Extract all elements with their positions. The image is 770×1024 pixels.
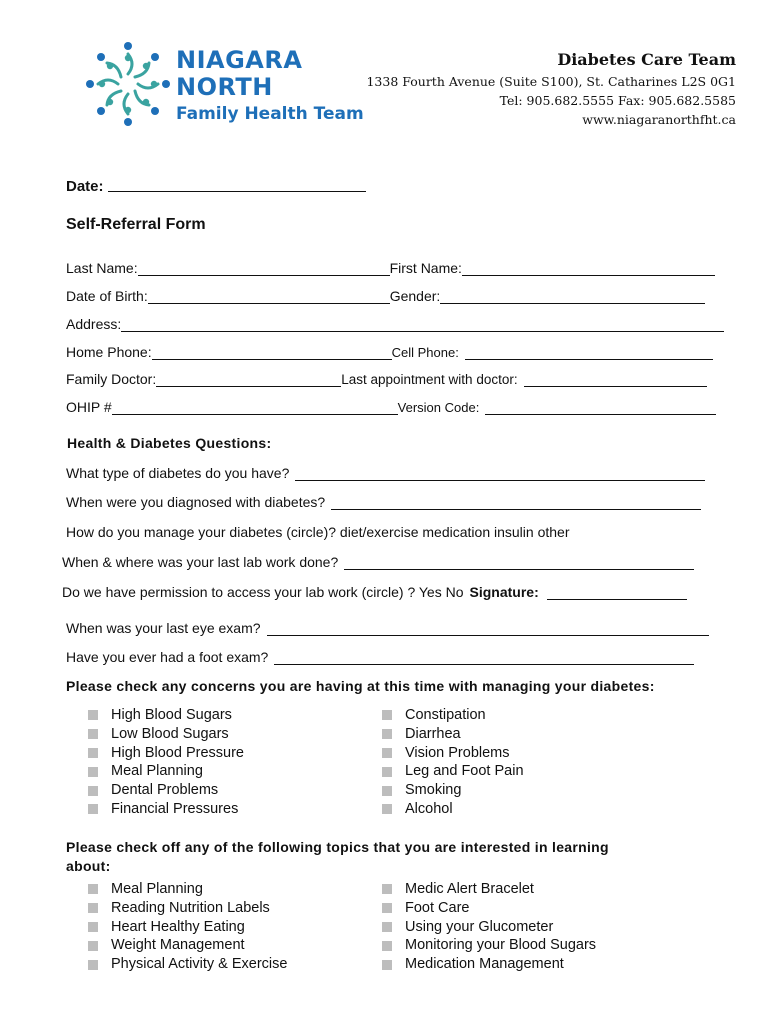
concern-item[interactable] xyxy=(382,800,524,819)
topic-item[interactable] xyxy=(88,899,287,918)
signature-input-line[interactable] xyxy=(547,585,687,600)
q1-label: What type of diabetes do you have? xyxy=(66,465,290,481)
row-q3 xyxy=(66,524,569,540)
gender-label: Gender: xyxy=(389,288,441,304)
website-line: www.niagaranorthfht.ca xyxy=(582,112,736,127)
topic-label: Medication Management xyxy=(405,956,564,973)
checkbox[interactable] xyxy=(88,767,98,777)
home-phone-label: Home Phone: xyxy=(66,344,152,360)
checkbox[interactable] xyxy=(382,884,392,894)
concern-label: Low Blood Sugars xyxy=(111,725,229,742)
topic-item[interactable] xyxy=(382,918,596,937)
dob-label: Date of Birth: xyxy=(66,288,148,304)
q2-input-line[interactable] xyxy=(331,495,701,510)
topic-label: Physical Activity & Exercise xyxy=(111,956,288,973)
concern-item[interactable] xyxy=(88,706,244,725)
logo-text xyxy=(176,48,364,123)
dob-input-line[interactable] xyxy=(148,289,390,304)
concern-item[interactable] xyxy=(88,781,244,800)
ohip-input-line[interactable] xyxy=(112,400,398,415)
checkbox[interactable] xyxy=(382,729,392,739)
concern-item[interactable] xyxy=(88,800,244,819)
concern-label: Vision Problems xyxy=(405,744,510,761)
checkbox[interactable] xyxy=(88,884,98,894)
checkbox[interactable] xyxy=(88,786,98,796)
team-name: Diabetes Care Team xyxy=(557,50,736,69)
concern-item[interactable] xyxy=(382,762,524,781)
checkbox[interactable] xyxy=(382,710,392,720)
row-q6 xyxy=(66,620,709,636)
topic-item[interactable] xyxy=(382,936,596,955)
row-q4 xyxy=(62,554,694,570)
last-name-input-line[interactable] xyxy=(138,261,390,276)
topic-item[interactable] xyxy=(382,880,596,899)
q3-label: How do you manage your diabetes (circle)? diet/exercise medication insulin other xyxy=(66,524,570,540)
row-names xyxy=(66,260,715,276)
topic-label: Reading Nutrition Labels xyxy=(111,899,270,916)
first-name-input-line[interactable] xyxy=(462,261,715,276)
topic-item[interactable] xyxy=(382,899,596,918)
last-name-label: Last Name: xyxy=(66,260,138,276)
topic-label: Medic Alert Bracelet xyxy=(405,881,534,897)
topic-item[interactable] xyxy=(382,955,596,974)
row-dob-gender xyxy=(66,288,705,304)
topic-label: Foot Care xyxy=(405,899,470,916)
topics-left-list xyxy=(88,880,287,974)
topic-label: Using your Glucometer xyxy=(405,918,554,935)
concern-label: High Blood Sugars xyxy=(111,707,232,723)
last-appointment-label: Last appointment with doctor: xyxy=(341,372,518,387)
checkbox[interactable] xyxy=(88,941,98,951)
concern-label: Smoking xyxy=(405,782,462,799)
form-title: Self-Referral Form xyxy=(66,216,206,233)
row-q5 xyxy=(62,584,687,600)
row-address xyxy=(66,316,724,332)
checkbox[interactable] xyxy=(382,903,392,913)
family-doctor-label: Family Doctor: xyxy=(66,371,157,387)
concern-label: Financial Pressures xyxy=(111,800,239,817)
last-appointment-input-line[interactable] xyxy=(524,372,707,387)
logo-line-2: NORTH xyxy=(176,73,273,101)
q4-input-line[interactable] xyxy=(344,555,694,570)
checkbox[interactable] xyxy=(88,903,98,913)
concerns-left-list xyxy=(88,706,244,819)
concern-label: Dental Problems xyxy=(111,782,219,799)
concern-label: Alcohol xyxy=(405,800,453,817)
q7-label: Have you ever had a foot exam? xyxy=(66,649,269,665)
q4-label: When & where was your last lab work done? xyxy=(62,554,339,570)
concern-label: Leg and Foot Pain xyxy=(405,763,524,780)
q5-label: Do we have permission to access your lab work (circle) ? Yes No xyxy=(62,584,464,600)
first-name-label: First Name: xyxy=(389,260,462,276)
q7-input-line[interactable] xyxy=(274,650,694,665)
concern-label: Meal Planning xyxy=(111,763,203,780)
ohip-label: OHIP # xyxy=(66,399,112,415)
q1-input-line[interactable] xyxy=(295,466,705,481)
cell-phone-input-line[interactable] xyxy=(465,345,713,360)
letterhead xyxy=(366,50,736,129)
topic-item[interactable] xyxy=(88,936,287,955)
date-label: Date: xyxy=(66,178,104,195)
checkbox[interactable] xyxy=(382,804,392,814)
health-heading: Health & Diabetes Questions: xyxy=(67,435,272,451)
checkbox[interactable] xyxy=(88,960,98,970)
q2-label: When were you diagnosed with diabetes? xyxy=(66,494,326,510)
checkbox[interactable] xyxy=(88,804,98,814)
logo-line-3: Family Health Team xyxy=(176,104,364,124)
home-phone-input-line[interactable] xyxy=(152,345,392,360)
version-code-label: Version Code: xyxy=(397,400,480,415)
topics-right-list xyxy=(382,880,596,974)
concern-item[interactable] xyxy=(382,706,524,725)
address-label: Address: xyxy=(66,316,122,332)
cell-phone-label: Cell Phone: xyxy=(391,345,459,360)
concerns-right-list xyxy=(382,706,524,819)
topic-label: Monitoring your Blood Sugars xyxy=(405,937,597,954)
topic-label: Meal Planning xyxy=(111,881,203,897)
topic-item[interactable] xyxy=(88,955,287,974)
checkbox[interactable] xyxy=(88,729,98,739)
topics-heading-cont: about: xyxy=(66,858,111,874)
topic-label: Weight Management xyxy=(111,937,245,954)
row-phones xyxy=(66,344,713,360)
phone-line: Tel: 905.682.5555 Fax: 905.682.5585 xyxy=(499,93,736,108)
checkbox[interactable] xyxy=(382,941,392,951)
gender-input-line[interactable] xyxy=(440,289,705,304)
signature-label: Signature: xyxy=(469,584,539,600)
concern-label: Diarrhea xyxy=(405,725,461,742)
concern-label: High Blood Pressure xyxy=(111,744,244,761)
checkbox[interactable] xyxy=(88,748,98,758)
family-doctor-input-line[interactable] xyxy=(156,372,341,387)
checkbox[interactable] xyxy=(382,922,392,932)
concern-label: Constipation xyxy=(405,707,486,723)
concern-item[interactable] xyxy=(88,762,244,781)
topics-heading: Please check off any of the following topics that you are interested in learning xyxy=(66,839,609,855)
q6-input-line[interactable] xyxy=(267,621,709,636)
concern-item[interactable] xyxy=(382,781,524,800)
date-input-line[interactable] xyxy=(108,177,366,192)
logo-emblem-icon xyxy=(82,40,174,130)
checkbox[interactable] xyxy=(382,767,392,777)
topic-label: Heart Healthy Eating xyxy=(111,918,245,935)
row-ohip xyxy=(66,399,716,415)
concerns-heading: Please check any concerns you are having at this time with managing your diabetes: xyxy=(66,678,655,694)
row-q2 xyxy=(66,494,701,510)
checkbox[interactable] xyxy=(382,786,392,796)
topic-item[interactable] xyxy=(88,880,287,899)
date-field xyxy=(66,177,366,195)
address-line: 1338 Fourth Avenue (Suite S100), St. Catharines L2S 0G1 xyxy=(366,74,736,89)
checkbox[interactable] xyxy=(382,960,392,970)
address-input-line[interactable] xyxy=(121,317,724,332)
version-code-input-line[interactable] xyxy=(485,400,716,415)
row-doctor xyxy=(66,371,707,387)
checkbox[interactable] xyxy=(88,922,98,932)
checkbox[interactable] xyxy=(88,710,98,720)
concern-item[interactable] xyxy=(88,744,244,763)
row-q7 xyxy=(66,649,694,665)
topic-item[interactable] xyxy=(88,918,287,937)
q6-label: When was your last eye exam? xyxy=(66,620,261,636)
concern-item[interactable] xyxy=(382,725,524,744)
concern-item[interactable] xyxy=(88,725,244,744)
checkbox[interactable] xyxy=(382,748,392,758)
row-q1 xyxy=(66,465,705,481)
concern-item[interactable] xyxy=(382,744,524,763)
logo-line-1: NIAGARA xyxy=(176,46,303,74)
